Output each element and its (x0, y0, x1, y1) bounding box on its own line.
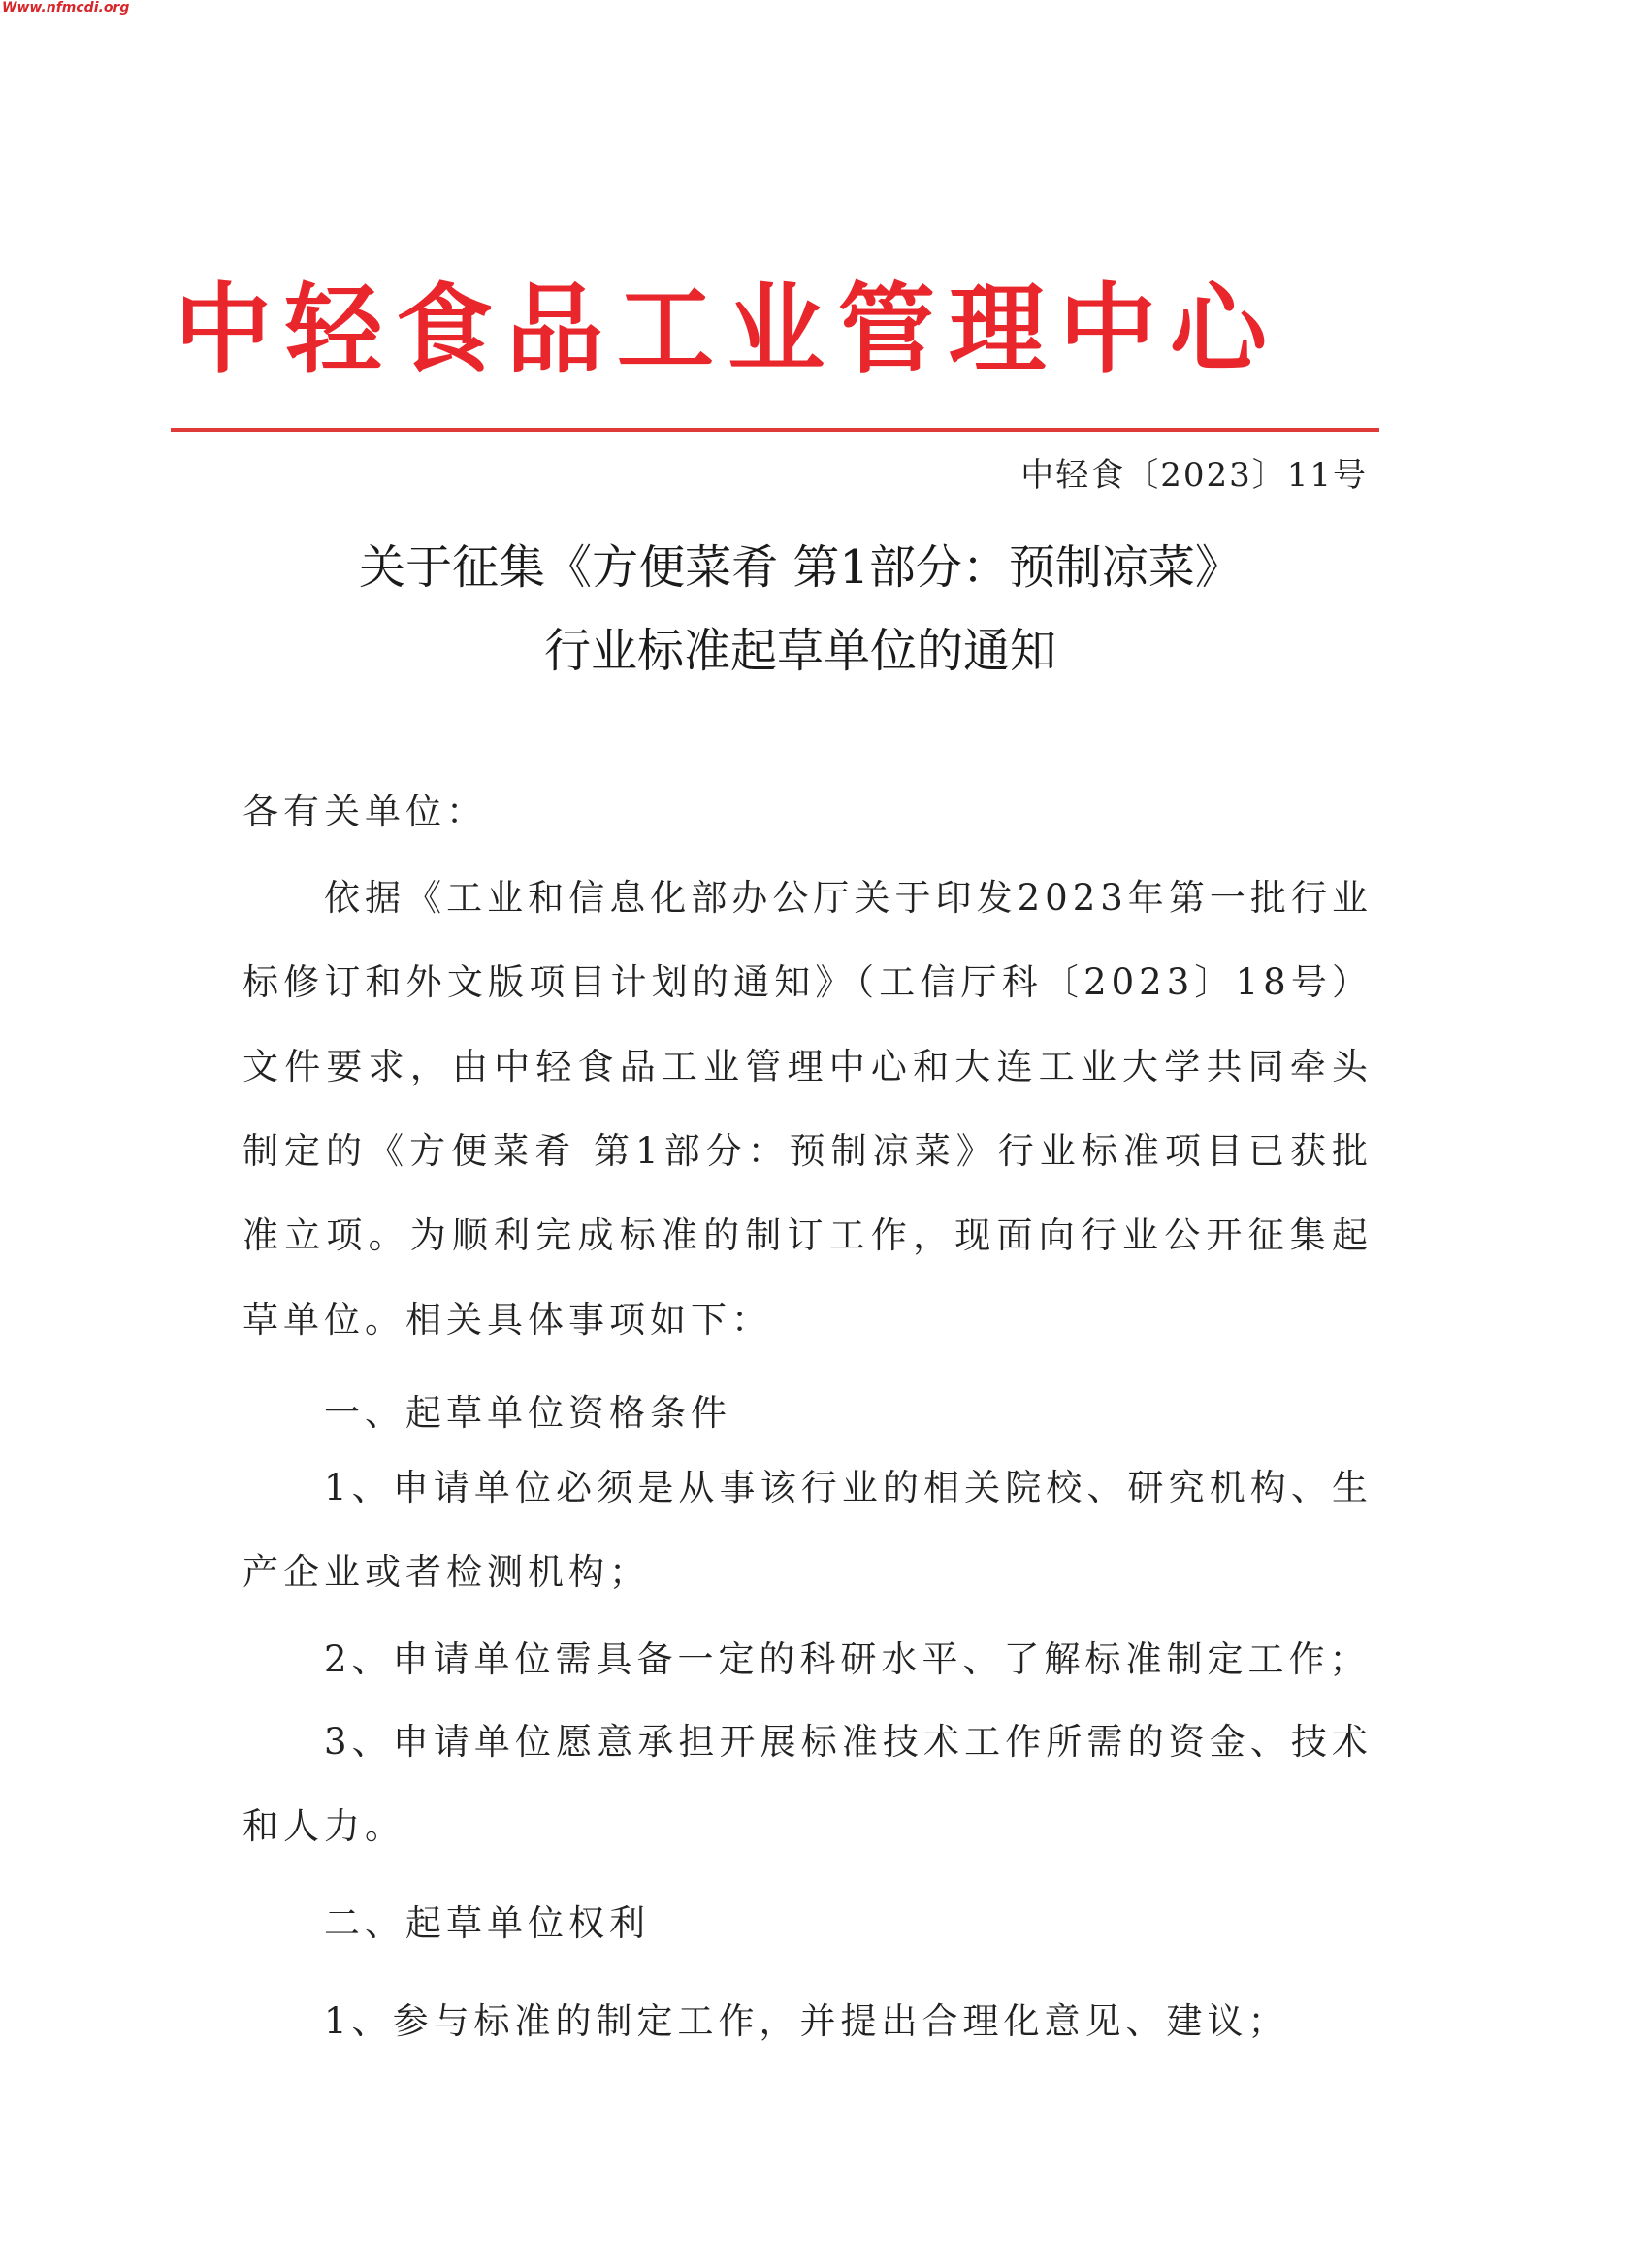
document-number: 中轻食〔2023〕11号 (1020, 456, 1368, 495)
qualification-item: 3、申请单位愿意承担开展标准技术工作所需的资金、技术和人力。 (242, 1721, 1373, 1847)
rights-item: 1、参与标准的制定工作，并提出合理化意见、建议； (324, 2000, 1289, 2042)
section-heading-rights: 二、起草单位权利 (324, 1902, 650, 1944)
qualification-item: 1、申请单位必须是从事该行业的相关院校、研究机构、生产企业或者检测机构； (242, 1467, 1373, 1593)
header-divider (171, 428, 1379, 432)
section-heading-qualifications: 一、起草单位资格条件 (324, 1392, 731, 1434)
document-title-line-1: 关于征集《方便菜肴 第1部分：预制凉菜》 (359, 540, 1242, 595)
watermark-text: Www.nfmcdi.org (2, 0, 130, 16)
organization-header: 中轻食品工业管理中心 (175, 273, 1280, 386)
intro-paragraph: 依据《工业和信息化部办公厅关于印发2023年第一批行业标修订和外文版项目计划的通知》（工信厅科〔2023〕18号）文件要求，由中轻食品工业管理中心和大连工业大学共同牵头制定的《方便菜肴 第1部分：预制凉菜》行业标准项目已获批准立项。为顺利完成标准的制订工作，现面向行业公开征集起草单位。相关具体事项如下： (242, 877, 1373, 1341)
qualification-item: 2、申请单位需具备一定的科研水平、了解标准制定工作； (324, 1638, 1371, 1680)
document-title-line-2: 行业标准起草单位的通知 (543, 624, 1056, 678)
salutation: 各有关单位： (242, 791, 487, 832)
